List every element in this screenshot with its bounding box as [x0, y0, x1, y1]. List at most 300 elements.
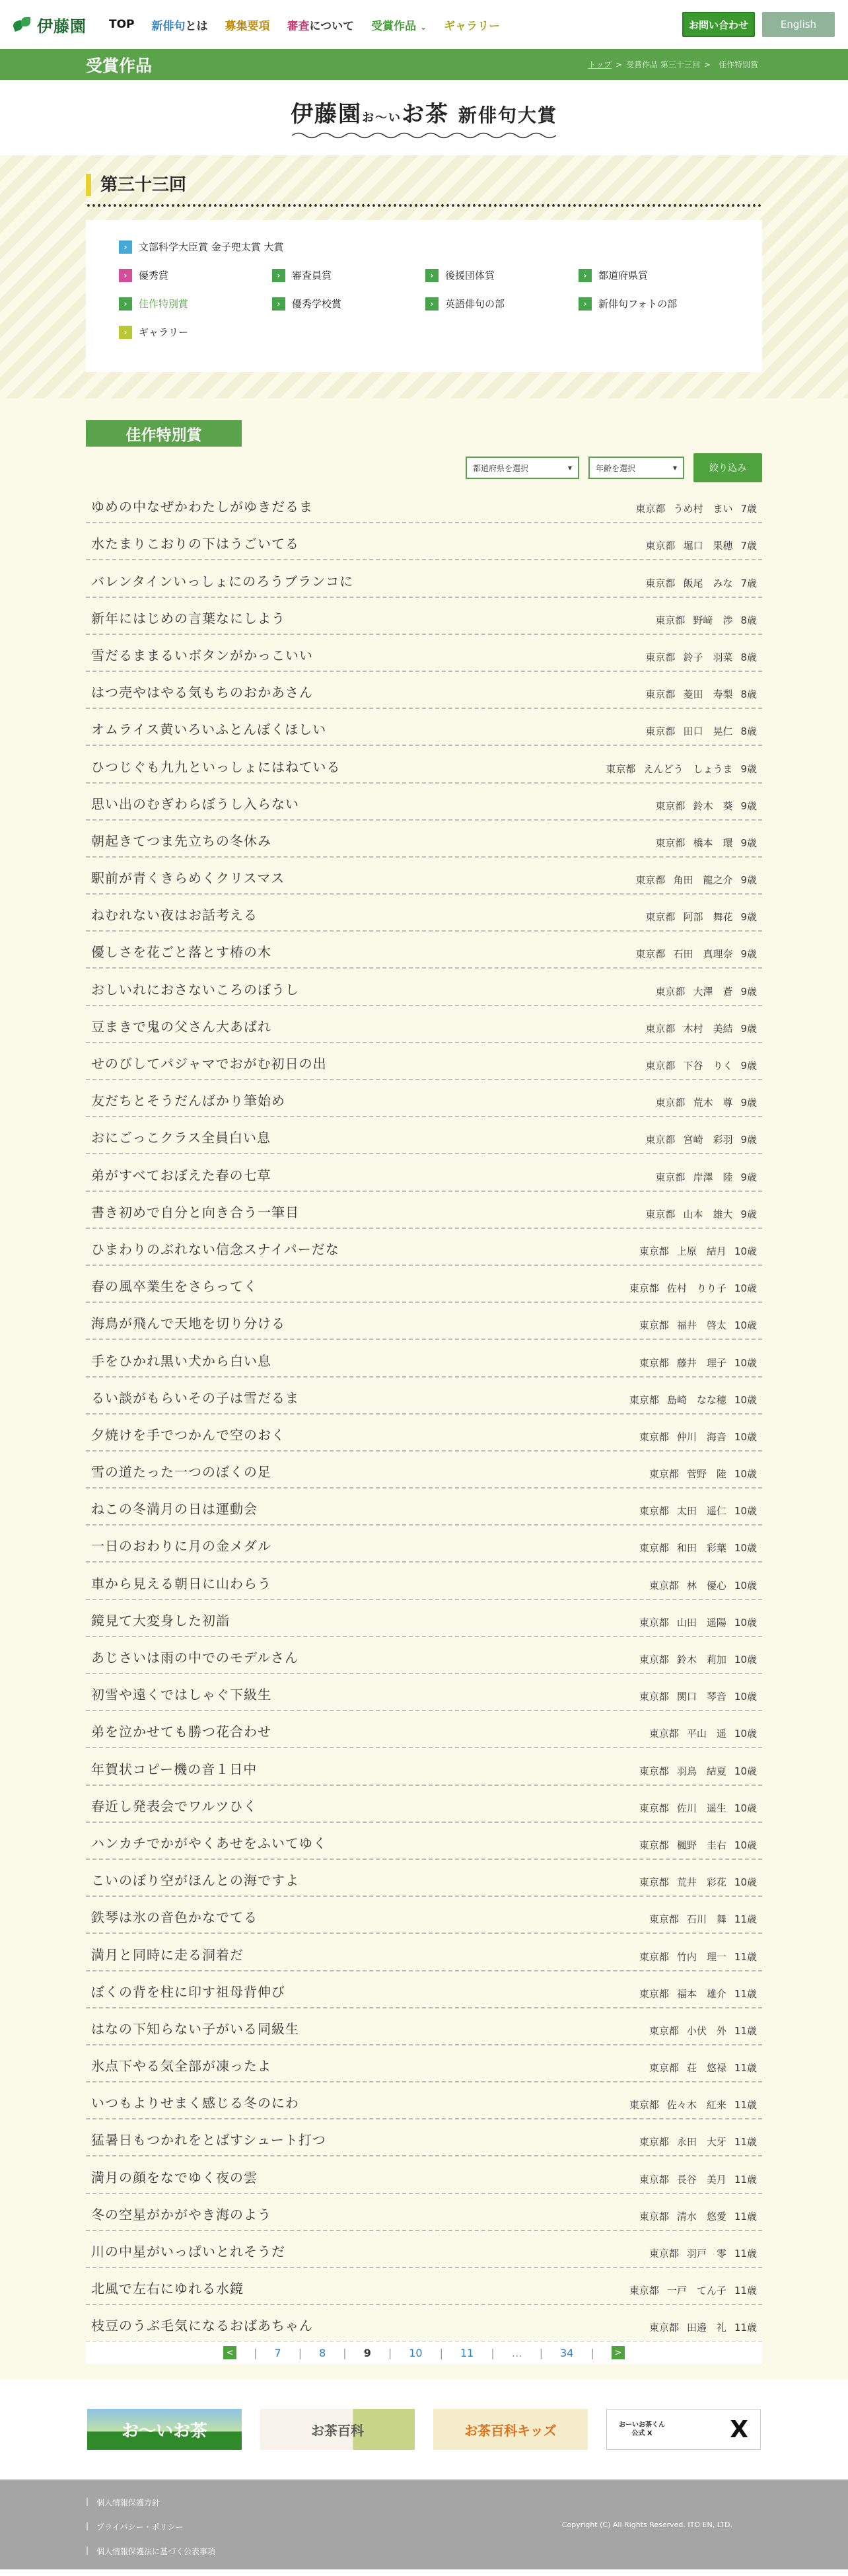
entry-row	[86, 1711, 762, 1748]
award-category-menu	[86, 220, 762, 372]
entry-name: 仲川 海音	[676, 1430, 726, 1443]
entry-name: 清水 悠愛	[676, 2210, 726, 2223]
entry-name: 木村 美結	[683, 1022, 733, 1035]
award-gallery[interactable]	[119, 325, 272, 339]
page-title-bar	[0, 49, 848, 80]
entry-prefecture: 東京都	[639, 1616, 669, 1629]
entry-name: 飯尾 みな	[683, 577, 733, 589]
entry-age: 10歳	[734, 1430, 757, 1443]
entry-prefecture: 東京都	[649, 1468, 679, 1481]
entry-name: 島崎 なな穂	[666, 1393, 726, 1406]
entry-row	[86, 1154, 762, 1191]
breadcrumb-separator: >	[616, 60, 623, 69]
entry-age: 11歳	[734, 2248, 757, 2260]
entry-author	[639, 2135, 757, 2149]
entry-haiku: いつもよりせまく感じる冬のにわ	[91, 2095, 299, 2112]
entry-row	[86, 932, 762, 969]
entry-name: 田邉 礼	[686, 2322, 726, 2334]
award-brand	[0, 80, 848, 155]
x-banner-line1: おーいお茶くん	[619, 2421, 665, 2429]
entry-row	[86, 560, 762, 597]
nav-awards[interactable]	[371, 17, 427, 33]
entry-prefecture: 東京都	[645, 725, 676, 738]
award-label: 後援団体賞	[445, 270, 495, 281]
entry-prefecture: 東京都	[655, 836, 686, 849]
entry-row	[86, 1786, 762, 1823]
entry-row	[86, 1415, 762, 1452]
entry-author	[655, 1170, 757, 1184]
entry-row	[86, 523, 762, 560]
entry-age: 11歳	[734, 2099, 757, 2112]
entry-author	[635, 947, 757, 961]
award-prefecture[interactable]	[579, 268, 732, 282]
entry-name: 荘 悠禄	[686, 2062, 726, 2075]
entry-name: 山田 遥陽	[676, 1616, 726, 1629]
entry-row	[86, 1823, 762, 1860]
entry-age: 11歳	[734, 1913, 757, 1926]
arrow-right-icon: ›	[272, 269, 285, 282]
entry-row	[86, 1340, 762, 1377]
award-label: 文部科学大臣賞 金子兜太賞 大賞	[139, 241, 284, 253]
entry-row	[86, 2045, 762, 2082]
entry-age: 11歳	[734, 2136, 757, 2149]
entry-haiku: 満月の顔をなでゆく夜の雲	[91, 2169, 258, 2186]
entry-name: 関口 琴音	[676, 1691, 726, 1703]
footer-links	[86, 2497, 848, 2557]
page-link[interactable]: 11	[460, 2346, 474, 2359]
session-section	[0, 155, 848, 398]
entry-row	[86, 2082, 762, 2119]
entry-prefecture: 東京都	[655, 614, 686, 626]
entry-row	[86, 1006, 762, 1043]
entry-age: 11歳	[734, 2210, 757, 2223]
entry-haiku: バレンタインいっしょにのろうブランコに	[91, 573, 354, 589]
entry-age: 10歳	[734, 1282, 757, 1295]
entry-haiku: 夕焼けを手でつかんで空のおく	[91, 1426, 285, 1443]
leaf-logo-icon	[13, 16, 33, 33]
entry-prefecture: 東京都	[629, 2285, 659, 2297]
banner-ocha-hyakka[interactable]: お茶百科	[260, 2409, 415, 2450]
award-school[interactable]	[272, 297, 425, 311]
entry-age: 10歳	[734, 1691, 757, 1703]
entry-age: 10歳	[734, 1876, 757, 1889]
entry-haiku: 初雪や遠くではしゃぐ下級生	[91, 1687, 271, 1703]
entry-haiku: あじさいは雨の中でのモデルさん	[91, 1650, 299, 1666]
entry-haiku: 一日のおわりに月の金メダル	[91, 1538, 271, 1555]
entry-name: 佐川 遥生	[676, 1802, 726, 1814]
logo-text: 伊藤園	[37, 16, 87, 36]
global-nav	[109, 17, 500, 33]
next-page-button[interactable]: >	[612, 2346, 625, 2359]
entry-name: 藤井 理子	[676, 1356, 726, 1369]
entry-haiku: 優しさを花ごと落とす椿の木	[91, 944, 271, 961]
entry-author	[639, 1987, 757, 2001]
dotted-divider	[86, 204, 762, 207]
filter-bar	[466, 453, 762, 482]
entry-haiku: 猛暑日もつかれをとばすシュート打つ	[91, 2132, 326, 2149]
award-label: 都道府県賞	[598, 270, 649, 281]
entry-name: 福井 啓太	[676, 1319, 726, 1332]
entry-list	[86, 486, 762, 2342]
entry-author	[639, 1430, 757, 1444]
arrow-right-icon: ›	[579, 269, 592, 282]
entry-haiku: 水たまりこおりの下はうごいてる	[91, 536, 299, 552]
x-banner-line2: 公式 X	[631, 2430, 653, 2437]
page-link[interactable]: 8	[319, 2346, 326, 2359]
entry-prefecture: 東京都	[649, 2024, 679, 2037]
entry-haiku: 春近し発表会でワルツひく	[91, 1798, 258, 1814]
entry-age: 11歳	[734, 2024, 757, 2037]
entry-author	[639, 1541, 757, 1555]
banner-oi-ocha[interactable]: お〜いお茶	[87, 2409, 242, 2450]
entry-row	[86, 2305, 762, 2342]
entry-haiku: 北風で左右にゆれる水鏡	[91, 2281, 244, 2297]
entry-author	[649, 1467, 757, 1481]
award-grand-prize[interactable]	[119, 240, 732, 254]
english-button[interactable]: English	[762, 12, 835, 37]
pager-separator: |	[298, 2346, 302, 2359]
entry-author	[649, 2246, 757, 2260]
entry-haiku: 海鳥が飛んで天地を切り分ける	[91, 1315, 285, 1332]
entry-prefecture: 東京都	[645, 1134, 676, 1146]
current-page: 9	[363, 2346, 371, 2359]
entries-section	[0, 398, 848, 2379]
entry-author	[639, 1615, 757, 1629]
entry-name: 岸澤 陸	[693, 1171, 733, 1183]
pager-separator: |	[388, 2346, 392, 2359]
entry-row	[86, 2231, 762, 2268]
entry-name: 鈴子 羽菜	[683, 651, 733, 663]
entry-row	[86, 784, 762, 821]
page-link[interactable]: 7	[274, 2346, 281, 2359]
entry-prefecture: 東京都	[635, 503, 666, 515]
entry-age: 10歳	[734, 1319, 757, 1332]
entry-prefecture: 東京都	[639, 2210, 669, 2223]
session-header	[86, 174, 762, 207]
page-link[interactable]: 34	[560, 2346, 574, 2359]
entry-haiku: はつ売やはやる気もちのおかあさん	[91, 684, 313, 701]
entry-row	[86, 1526, 762, 1563]
site-header	[0, 0, 848, 49]
award-photo[interactable]	[579, 297, 732, 311]
entry-row	[86, 2008, 762, 2045]
entry-author	[649, 1726, 757, 1740]
pager-separator: |	[590, 2346, 594, 2359]
entry-prefecture: 東京都	[635, 948, 666, 961]
entry-age: 9歳	[740, 1134, 757, 1146]
entry-row	[86, 969, 762, 1006]
entry-author	[645, 687, 757, 701]
entry-haiku: 鏡見て大変身した初詣	[91, 1612, 230, 1629]
entry-age: 9歳	[740, 836, 757, 849]
prefecture-select[interactable]	[466, 457, 579, 479]
entry-prefecture: 東京都	[629, 2099, 659, 2112]
entry-author	[639, 2172, 757, 2186]
entry-author	[629, 2098, 757, 2112]
entry-age: 10歳	[734, 1839, 757, 1851]
entry-author	[606, 762, 757, 776]
nav-gallery[interactable]: ギャラリー	[444, 19, 501, 33]
entry-author	[645, 650, 757, 664]
entry-prefecture: 東京都	[639, 1987, 669, 2000]
entry-haiku: せのびしてパジャマでおがむ初日の出	[91, 1056, 327, 1072]
entry-author	[629, 2283, 757, 2297]
entry-age: 10歳	[734, 1654, 757, 1666]
award-sponsors[interactable]	[425, 268, 579, 282]
entry-name: 福本 雄介	[676, 1987, 726, 2000]
entry-author	[655, 836, 757, 850]
pager-separator: |	[491, 2346, 495, 2359]
page-link[interactable]: 10	[409, 2346, 423, 2359]
entry-author	[639, 1318, 757, 1332]
entry-age: 11歳	[734, 1950, 757, 1963]
page-title: 受賞作品	[86, 55, 153, 75]
entry-author	[649, 1912, 757, 1926]
entry-prefecture: 東京都	[639, 1839, 669, 1851]
entry-haiku: おしいれにおさないころのぼうし	[91, 981, 299, 998]
entry-age: 10歳	[734, 1356, 757, 1369]
prefecture-select-value: 都道府県を選択	[473, 463, 529, 473]
entry-row	[86, 1748, 762, 1785]
entry-author	[639, 1244, 757, 1258]
entry-row	[86, 1117, 762, 1154]
prev-page-button[interactable]: <	[223, 2346, 236, 2359]
banner-ocha-hyakka-kids[interactable]: お茶百科キッズ	[433, 2409, 588, 2450]
entry-age: 11歳	[734, 2062, 757, 2075]
entry-age: 9歳	[740, 874, 757, 887]
arrow-right-icon: ›	[119, 326, 132, 339]
x-logo-icon: X	[730, 2415, 748, 2443]
entry-row	[86, 2194, 762, 2231]
entry-author	[629, 1281, 757, 1295]
entry-prefecture: 東京都	[639, 1430, 669, 1443]
entry-author	[645, 1207, 757, 1221]
entry-haiku: 年賀状コピー機の音１日中	[91, 1761, 258, 1777]
copyright: Copyright (C) All Rights Reserved. ITO EN, LTD.	[561, 2521, 732, 2529]
entry-age: 9歳	[740, 948, 757, 961]
entry-row	[86, 1489, 762, 1526]
entry-prefecture: 東京都	[649, 2248, 679, 2260]
brand-title-small: お〜い	[362, 110, 402, 125]
entry-prefecture: 東京都	[645, 911, 676, 924]
entry-haiku: ハンカチでかがやくあせをふいてゆく	[91, 1835, 327, 1851]
entry-author	[645, 724, 757, 738]
entry-haiku: ゆめの中なぜかわたしがゆきだるま	[91, 499, 313, 515]
entry-age: 10歳	[734, 1579, 757, 1592]
entry-haiku: オムライス黄いろいふとんぼくほしい	[91, 721, 327, 738]
entry-age: 9歳	[740, 799, 757, 812]
entry-author	[649, 1578, 757, 1592]
award-label: ギャラリー	[139, 326, 189, 338]
contact-button[interactable]: お問い合わせ	[682, 12, 755, 37]
entry-age: 9歳	[740, 1097, 757, 1109]
entry-row	[86, 1897, 762, 1934]
award-label: 佳作特別賞	[139, 298, 189, 310]
entry-name: 佐村 りり子	[666, 1282, 726, 1295]
pager-separator: |	[343, 2346, 347, 2359]
entry-name: 平山 遥	[686, 1728, 726, 1740]
entry-row	[86, 821, 762, 858]
nav-awards-label: 受賞作品	[371, 19, 417, 33]
entry-age: 7歳	[740, 540, 757, 552]
site-logo[interactable]	[13, 13, 87, 36]
entry-haiku: ねむれない夜はお話考える	[91, 907, 258, 924]
entry-prefecture: 東京都	[639, 1802, 669, 1814]
chevron-down-icon: ▾	[672, 463, 677, 472]
entry-haiku: 弟がすべておぼえた春の七草	[91, 1167, 271, 1183]
entry-haiku: 枝豆のうぶ毛気になるおばあちゃん	[91, 2318, 313, 2334]
entry-name: 角田 龍之介	[673, 874, 733, 887]
entry-age: 9歳	[740, 1060, 757, 1072]
entry-author	[639, 1838, 757, 1852]
entry-author	[645, 910, 757, 924]
nav-guidelines[interactable]: 募集要項	[225, 19, 270, 33]
entry-haiku: 友だちとそうだんばかり筆始め	[91, 1093, 285, 1109]
nav-about[interactable]: 新俳句とは	[151, 19, 208, 33]
entry-row	[86, 746, 762, 783]
entry-name: 堀口 果穂	[683, 540, 733, 552]
breadcrumb-session[interactable]: 受賞作品 第三十三回	[626, 60, 700, 69]
entry-haiku: はなの下知らない子がいる同級生	[91, 2020, 299, 2037]
entry-age: 9歳	[740, 1022, 757, 1035]
entry-prefecture: 東京都	[639, 1876, 669, 1889]
award-brand-title	[291, 96, 557, 128]
entry-prefecture: 東京都	[655, 799, 686, 812]
entry-prefecture: 東京都	[645, 1208, 676, 1220]
entry-author	[645, 576, 757, 590]
nav-judging[interactable]: 審査について	[287, 19, 355, 33]
entry-author	[629, 1393, 757, 1407]
entry-age: 9歳	[740, 762, 757, 775]
entry-prefecture: 東京都	[639, 1245, 669, 1257]
footer-link-privacy[interactable]: プライバシー・ポリシー	[96, 2522, 184, 2532]
entry-name: 羽戸 零	[686, 2248, 726, 2260]
entry-row	[86, 1229, 762, 1266]
entry-age: 10歳	[734, 1505, 757, 1518]
entry-author	[649, 2061, 757, 2075]
brand-title-tea: お茶	[402, 100, 450, 128]
entry-age: 10歳	[734, 1393, 757, 1406]
age-select-value: 年齢を選択	[596, 463, 636, 473]
entry-prefecture: 東京都	[649, 1728, 679, 1740]
entry-name: 鈴木 葵	[693, 799, 733, 812]
entry-age: 8歳	[740, 688, 757, 701]
award-honorable-special[interactable]	[119, 297, 272, 311]
entry-haiku: 書き初めで自分と向き合う一筆目	[91, 1204, 299, 1220]
entry-name: 荒井 彩花	[676, 1876, 726, 1889]
entry-author	[639, 1356, 757, 1370]
entry-age: 8歳	[740, 614, 757, 626]
entry-haiku: 鉄琴は氷の音色かなでてる	[91, 1909, 258, 1926]
entry-author	[649, 2320, 757, 2334]
entry-prefecture: 東京都	[639, 2173, 669, 2186]
entry-age: 10歳	[734, 1616, 757, 1629]
entry-prefecture: 東京都	[639, 1691, 669, 1703]
site-footer	[0, 2480, 848, 2569]
entry-prefecture: 東京都	[645, 688, 676, 701]
footer-link-privacy-policy[interactable]: 個人情報保護方針	[96, 2498, 160, 2507]
entry-age: 10歳	[734, 1728, 757, 1740]
entry-name: 鈴木 莉加	[676, 1654, 726, 1666]
entry-age: 10歳	[734, 1468, 757, 1481]
entry-prefecture: 東京都	[645, 577, 676, 589]
award-label: 英語俳句の部	[445, 298, 505, 310]
entry-name: 石田 真理奈	[673, 948, 733, 961]
entry-author	[639, 2209, 757, 2223]
footer-bar-icon: |	[86, 2521, 89, 2530]
entry-prefecture: 東京都	[629, 1282, 659, 1295]
entry-author	[645, 538, 757, 552]
entry-age: 11歳	[734, 2173, 757, 2186]
footer-link-disclosure[interactable]: 個人情報保護法に基づく公表事項	[96, 2547, 216, 2556]
entry-prefecture: 東京都	[655, 1097, 686, 1109]
entry-prefecture: 東京都	[645, 651, 676, 663]
chevron-down-icon: ⌄	[420, 22, 427, 32]
entry-name: 大澤 蒼	[693, 985, 733, 998]
nav-top[interactable]: TOP	[109, 18, 135, 31]
entry-row	[86, 1674, 762, 1711]
entry-name: 小伏 外	[686, 2024, 726, 2037]
entry-author	[639, 1764, 757, 1778]
entry-row	[86, 1563, 762, 1600]
banner-official-x[interactable]	[606, 2409, 761, 2450]
arrow-right-icon: ›	[579, 297, 592, 311]
entry-name: えんどう しょうま	[643, 762, 733, 775]
breadcrumb-separator: >	[703, 60, 711, 69]
pager-separator: |	[254, 2346, 258, 2359]
entry-name: 和田 彩葉	[676, 1542, 726, 1555]
age-select[interactable]	[588, 457, 684, 479]
entry-haiku: 豆まきで鬼の父さん大あばれ	[91, 1018, 271, 1035]
award-judges[interactable]	[272, 268, 425, 282]
entry-haiku: 春の風卒業生をさらってく	[91, 1278, 258, 1295]
entry-age: 7歳	[740, 577, 757, 589]
breadcrumb-top[interactable]: トップ	[588, 60, 612, 69]
entry-prefecture: 東京都	[645, 1022, 676, 1035]
award-english-haiku[interactable]	[425, 297, 579, 311]
entry-author	[635, 501, 757, 515]
entry-row	[86, 1637, 762, 1674]
entry-haiku: 新年にはじめの言葉なにしよう	[91, 610, 285, 626]
entry-name: 田口 晃仁	[683, 725, 733, 738]
entry-prefecture: 東京都	[635, 874, 666, 887]
brand-title-tail: 新俳句大賞	[458, 104, 557, 126]
entry-author	[639, 1801, 757, 1815]
entry-age: 8歳	[740, 725, 757, 738]
entry-name: 一戸 てん子	[666, 2285, 726, 2297]
entry-name: 長谷 美月	[676, 2173, 726, 2186]
entry-name: 永田 大牙	[676, 2136, 726, 2149]
entry-author	[645, 1021, 757, 1035]
entry-haiku: こいのぼり空がほんとの海ですよ	[91, 1872, 299, 1889]
breadcrumb-current: 佳作特別賞	[718, 60, 758, 69]
entry-prefecture: 東京都	[645, 540, 676, 552]
session-title: 第三十三回	[86, 174, 762, 196]
arrow-right-icon: ›	[272, 297, 285, 311]
entry-prefecture: 東京都	[649, 2062, 679, 2075]
entry-row	[86, 709, 762, 746]
entry-prefecture: 東京都	[639, 1542, 669, 1555]
entry-row	[86, 2119, 762, 2156]
entry-row	[86, 1934, 762, 1971]
filter-button[interactable]: 絞り込み	[693, 453, 762, 482]
award-excellence[interactable]	[119, 268, 272, 282]
entry-row	[86, 895, 762, 932]
x-banner-text	[619, 2421, 665, 2438]
pager-separator: |	[439, 2346, 443, 2359]
entry-age: 11歳	[734, 2322, 757, 2334]
section-heading: 佳作特別賞	[86, 420, 242, 447]
